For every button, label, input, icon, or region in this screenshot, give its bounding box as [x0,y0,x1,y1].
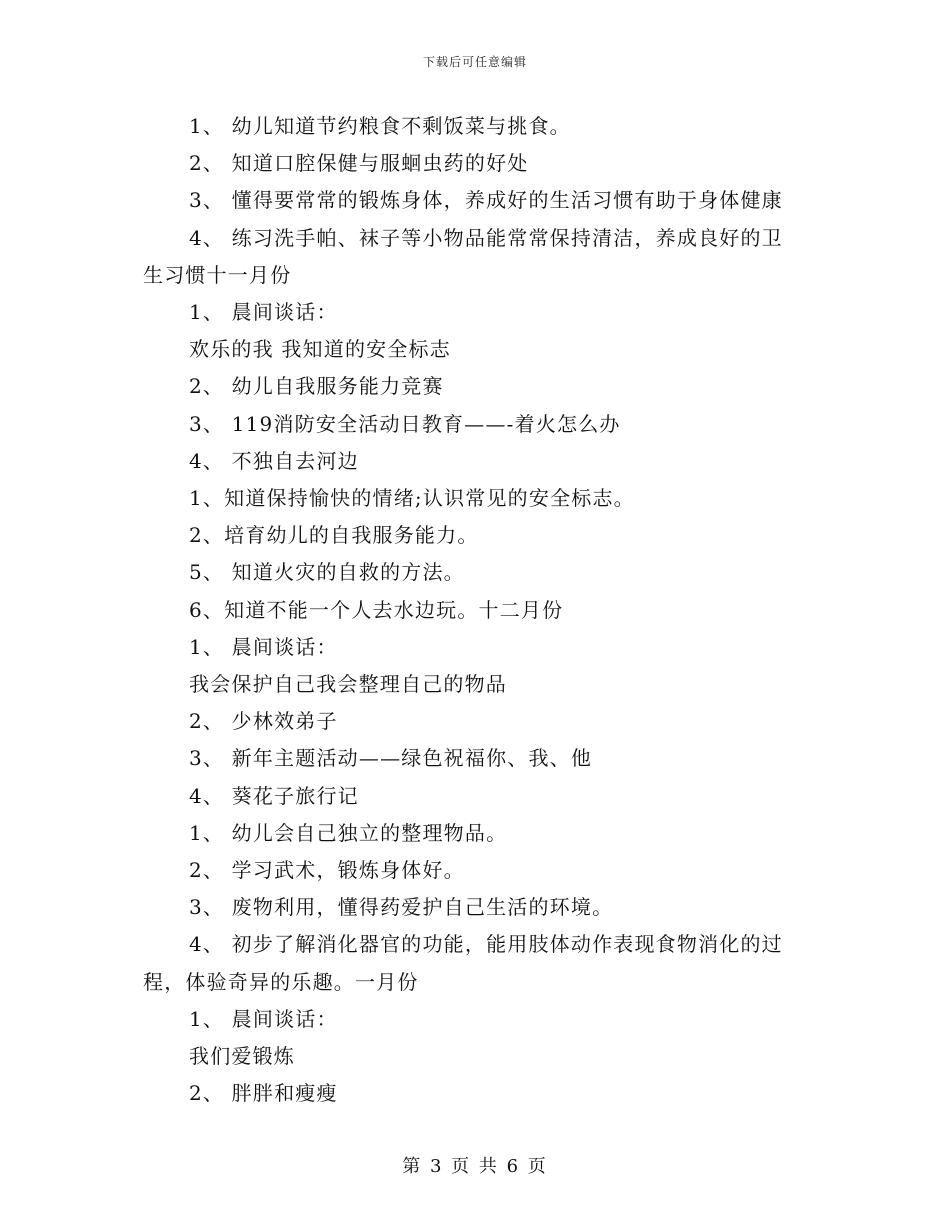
paragraph: 2、 少林效弟子 [189,709,338,734]
paragraph: 3、 119消防安全活动日教育——-着火怎么办 [189,411,621,436]
paragraph: 2、 学习武术，锻炼身体好。 [189,858,465,883]
paragraph: 2、培育幼儿的自我服务能力。 [189,523,479,548]
paragraph: 1、 幼儿会自己独立的整理物品。 [189,820,508,845]
paragraph: 3、 懂得要常常的锻炼身体，养成好的生活习惯有助于身体健康 [189,188,783,213]
paragraph: 3、 新年主题活动——绿色祝福你、我、他 [189,746,593,771]
document-body [143,108,803,1112]
paragraph: 4、 初步了解消化器官的功能，能用肢体动作表现食物消化的过程，体验奇异的乐趣。一月份 [143,932,783,994]
paragraph: 欢乐的我 我知道的安全标志 [189,337,451,362]
paragraph: 我们爱锻炼 [189,1044,295,1069]
paragraph: 1、知道保持愉快的情绪;认识常见的安全标志。 [189,486,635,511]
paragraph: 4、 葵花子旅行记 [189,783,359,808]
paragraph: 4、 练习洗手帕、袜子等小物品能常常保持清洁，养成良好的卫生习惯十一月份 [143,225,783,287]
paragraph: 2、 胖胖和瘦瘦 [189,1081,338,1106]
paragraph: 1、 幼儿知道节约粮食不剩饭菜与挑食。 [189,114,571,138]
paragraph: 2、 幼儿自我服务能力竞赛 [189,374,444,399]
paragraph: 1、 晨间谈话： [189,1006,338,1031]
paragraph: 我会保护自己我会整理自己的物品 [189,672,507,697]
paragraph: 1、 晨间谈话： [189,300,338,325]
paragraph: 6、知道不能一个人去水边玩。十二月份 [189,597,564,622]
paragraph: 3、 废物利用，懂得药爱护自己生活的环境。 [189,895,614,920]
paragraph: 4、 不独自去河边 [189,448,359,473]
page-header: 下载后可任意编辑 [422,55,527,69]
page-footer: 第 3 页 共 6 页 [402,1156,548,1177]
paragraph: 5、 知道火灾的自救的方法。 [189,560,465,585]
paragraph: 1、 晨间谈话： [189,634,338,659]
paragraph: 2、 知道口腔保健与服蛔虫药的好处 [189,151,529,176]
